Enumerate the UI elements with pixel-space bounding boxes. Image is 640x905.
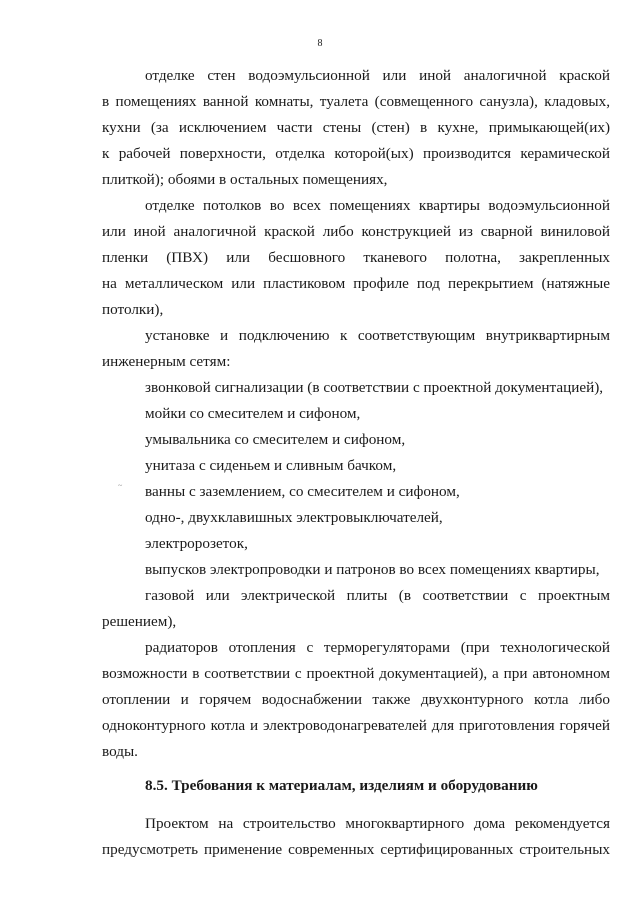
text-line: на металлическом или пластиковом профиле под перекрытием (натяжные — [102, 275, 610, 292]
section-heading: 8.5. Требования к материалам, изделиям и оборудованию — [145, 777, 538, 794]
text-line: потолки), — [102, 301, 164, 318]
text-line: одноконтурного котла и электроводонагревателей для приготовления горячей — [102, 717, 610, 734]
text-line: Проектом на строительство многоквартирного дома рекомендуется — [145, 815, 610, 832]
text-line: предусмотреть применение современных сертифицированных строительных — [102, 841, 610, 858]
text-line: пленки (ПВХ) или бесшовного тканевого полотна, закрепленных — [102, 249, 610, 266]
text-line: кухни (за исключением части стены (стен) в кухне, примыкающей(их) — [102, 119, 610, 136]
text-line: к рабочей поверхности, отделка которой(ых) производится керамической — [102, 145, 610, 162]
list-item: электророзеток, — [145, 535, 248, 552]
list-item: выпусков электропроводки и патронов во всех помещениях квартиры, — [145, 561, 600, 578]
text-line: воды. — [102, 743, 138, 760]
list-item: газовой или электрической плиты (в соответствии с проектным — [145, 587, 610, 604]
list-item: мойки со смесителем и сифоном, — [145, 405, 361, 422]
list-item: ванны с заземлением, со смесителем и сифоном, — [145, 483, 460, 500]
list-item: умывальника со смесителем и сифоном, — [145, 431, 406, 448]
text-line: в помещениях ванной комнаты, туалета (совмещенного санузла), кладовых, — [102, 93, 610, 110]
text-line: отоплении и горячем водоснабжении также двухконтурного котла либо — [102, 691, 610, 708]
text-line: установке и подключению к соответствующим внутриквартирным — [145, 327, 610, 344]
text-line: плиткой); обоями в остальных помещениях, — [102, 171, 388, 188]
list-item: радиаторов отопления с терморегуляторами (при технологической — [145, 639, 610, 656]
list-item: звонковой сигнализации (в соответствии с проектной документацией), — [145, 379, 604, 396]
list-item: одно-, двухклавишных электровыключателей, — [145, 509, 443, 526]
scan-mark: ~ — [118, 481, 123, 490]
list-item: унитаза с сиденьем и сливным бачком, — [145, 457, 397, 474]
text-line: отделке потолков во всех помещениях квартиры водоэмульсионной — [145, 197, 610, 214]
text-line: решением), — [102, 613, 177, 630]
text-line: отделке стен водоэмульсионной или иной аналогичной краской — [145, 67, 610, 84]
text-line: или иной аналогичной краской либо конструкцией из сварной виниловой — [102, 223, 610, 240]
text-line: инженерным сетям: — [102, 353, 231, 370]
page-number: 8 — [317, 38, 323, 49]
text-line: возможности в соответствии с проектной документацией), а при автономном — [102, 665, 610, 682]
